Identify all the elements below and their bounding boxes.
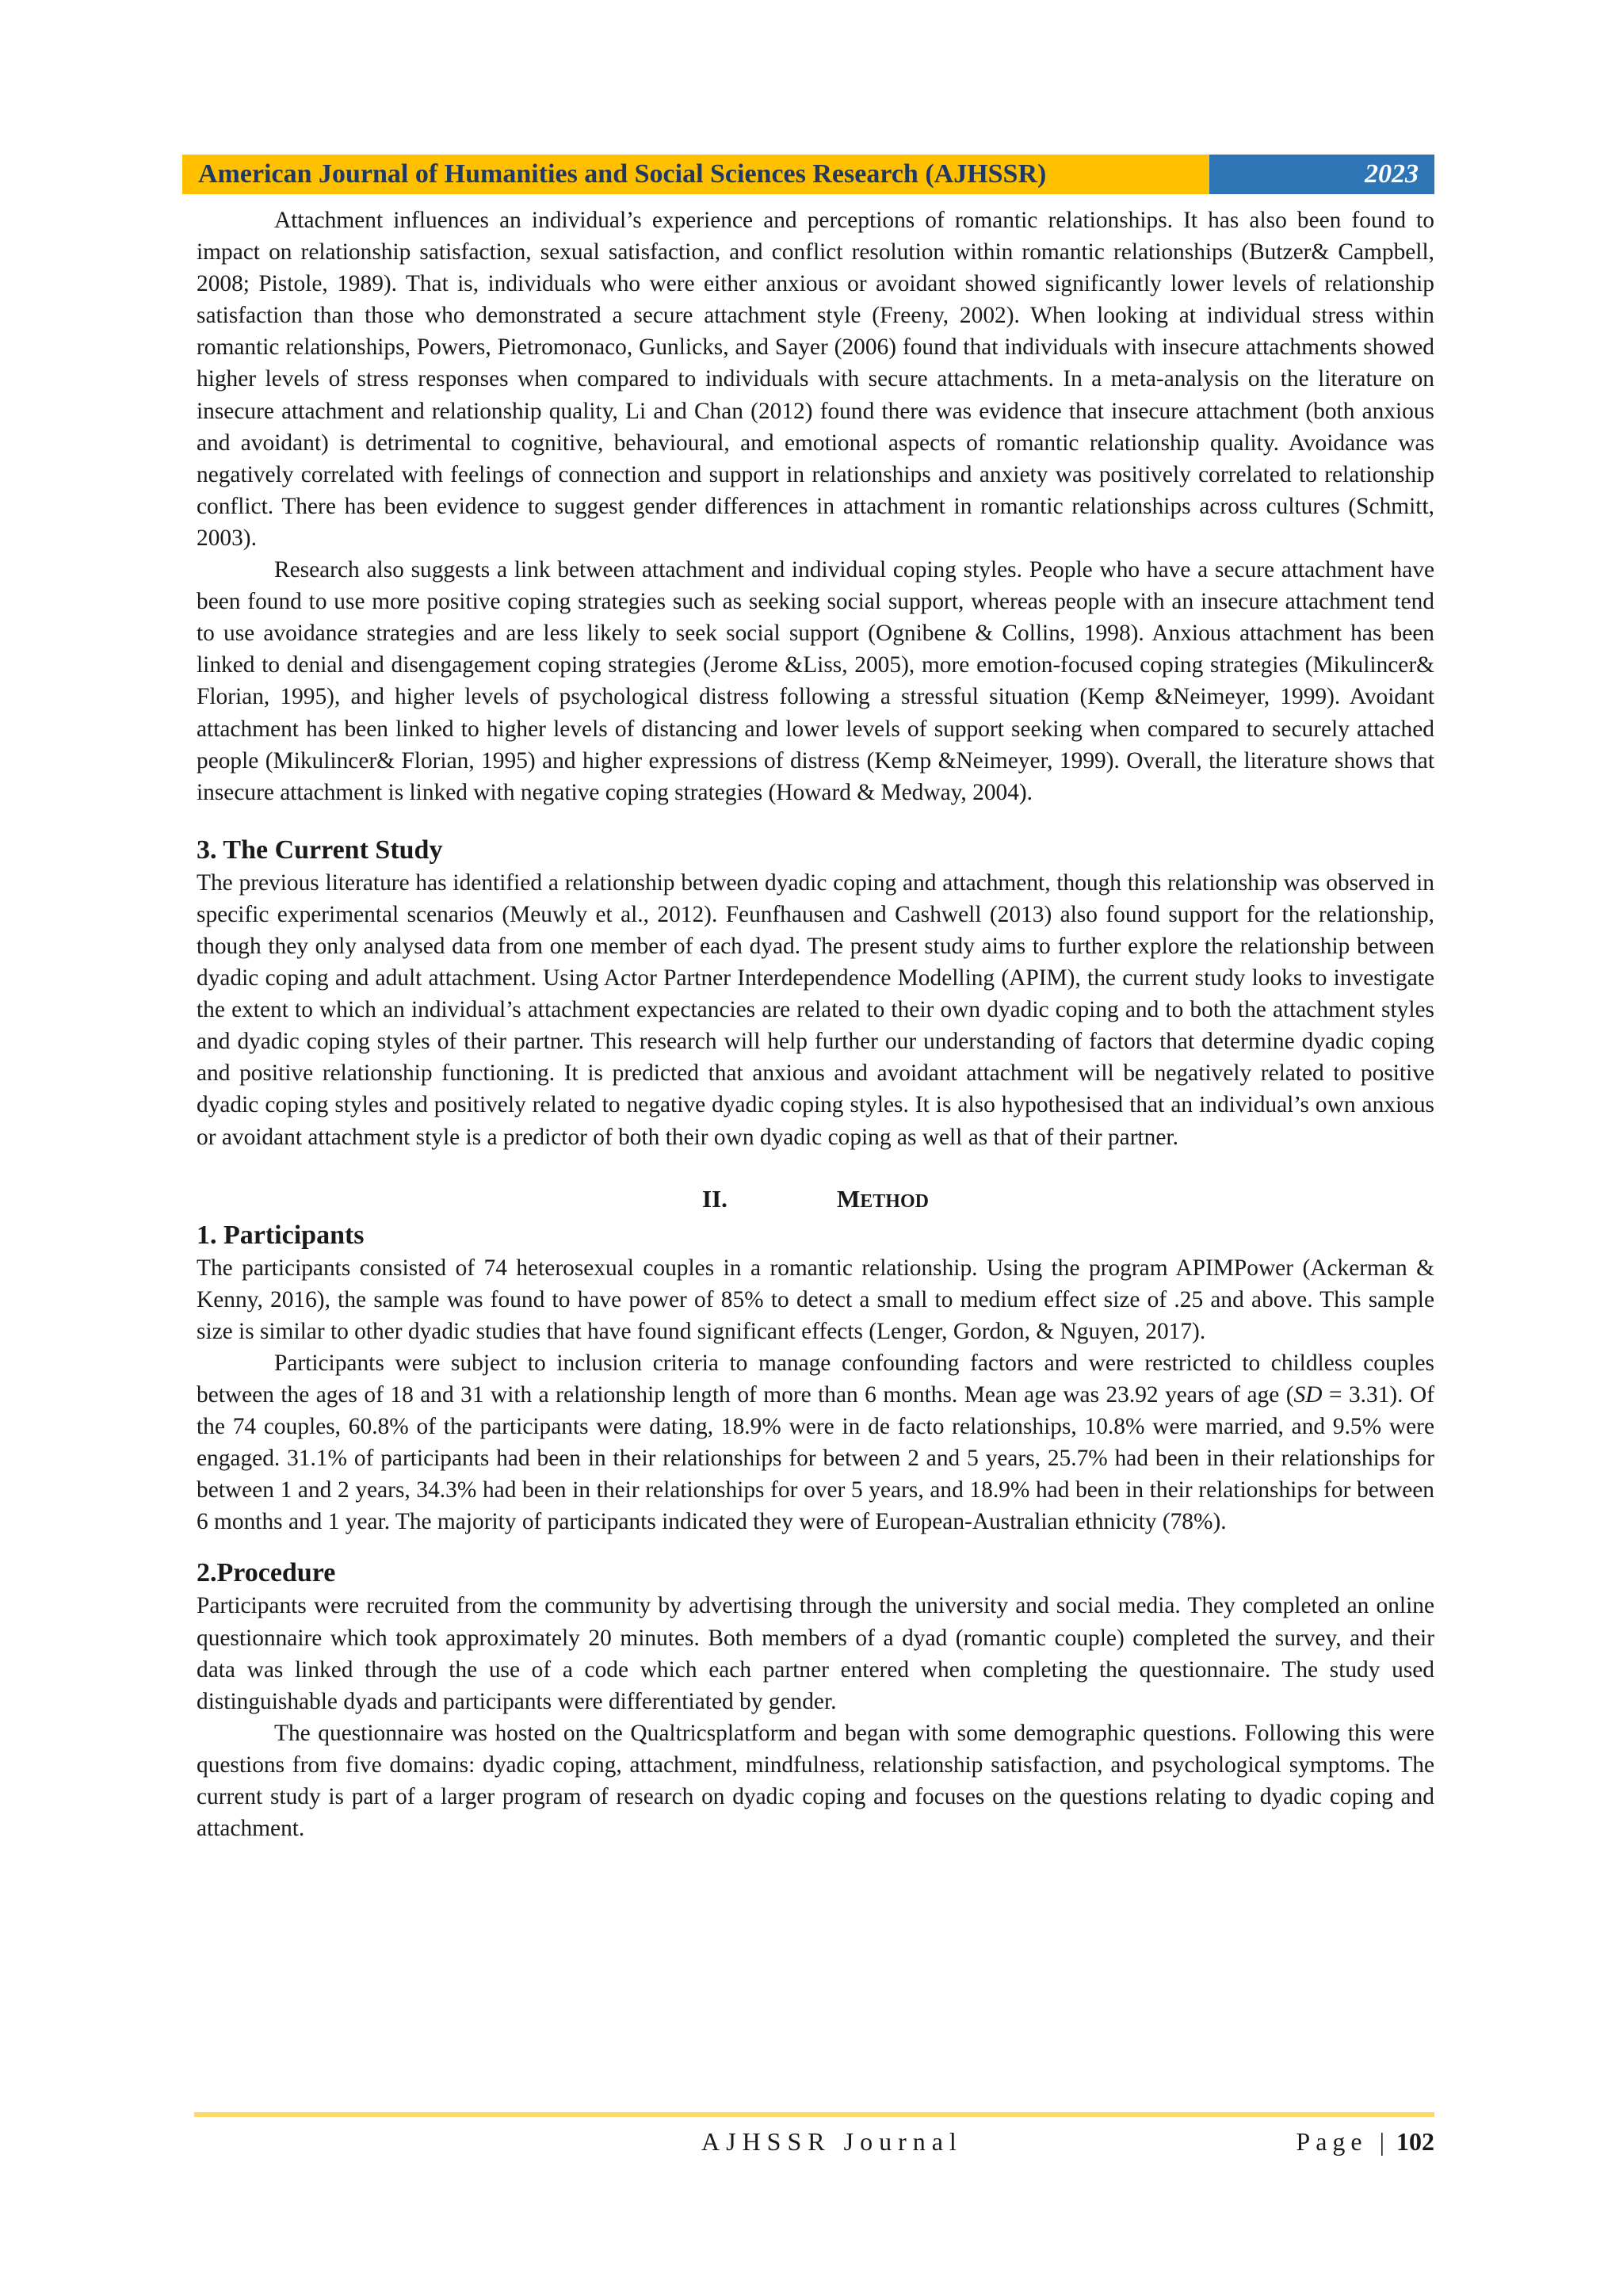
method-title-initial: M [837,1184,861,1213]
intro-paragraph-attachment: Attachment influences an individual’s experience and perceptions of romantic relationships. It has also been found to impact on relationship satisfaction, sexual satisfaction, and conflict resolution within romantic relationships (Butzer& Campbell, 2008; Pistole, 1989). That is, individuals who were either anxious or avoidant showed significantly lower levels of relationship satisfaction than those who demonstrated a secure attachment style (Freeny, 2002). When looking at individual stress within romantic relationships, Powers, Pietromonaco, Gunlicks, and Sayer (2006) found that individuals with insecure attachments showed higher levels of stress responses when compared to individuals with secure attachments. In a meta-analysis on the literature on insecure attachment and relationship quality, Li and Chan (2012) found there was evidence that insecure attachment (both anxious and avoidant) is detrimental to cognitive, behavioural, and emotional aspects of romantic relationship quality. Avoidance was negatively correlated with feelings of connection and support in relationships and anxiety was positively correlated to relationship conflict. There has been evidence to suggest gender differences in attachment in romantic relationships across cultures (Schmitt, 2003). [197,208,1434,551]
participants-paragraph-criteria [197,1347,1434,1538]
footer-page-number [1296,2124,1434,2159]
page-footer [194,2124,1434,2159]
section-heading-method [197,1182,1434,1219]
footer-rule [194,2112,1434,2117]
method-title-rest: ETHOD [860,1190,929,1212]
running-header [182,155,1434,194]
article-body [197,204,1434,1844]
header-year: 2023 [1209,155,1434,194]
sd-symbol: SD [1293,1382,1323,1408]
participants-paragraph-sample: The participants consisted of 74 heterosexual couples in a romantic relationship. Using the program APIMPower (Ackerman & Kenny, 2016), the sample was found to have power of 85% to detect a small to medium effect size of .25 and above. This sample size is similar to other dyadic studies that have found significant effects (Lenger, Gordon, & Nguyen, 2017). [197,1255,1434,1344]
criteria-text-before: Participants were subject to inclusion criteria to manage confounding factors and were restricted to childless couples between the ages of 18 and 31 with a relationship length of more than 6 months. Mean age was 23.92 years of age ( [197,1350,1434,1408]
page-number: 102 [1396,2127,1434,2156]
procedure-paragraph-recruitment: Participants were recruited from the community by advertising through the university and social media. They completed an online questionnaire which took approximately 20 minutes. Both members of a dyad (romantic couple) completed the survey, and their data was linked through the use of a code which each partner entered when completing the questionnaire. The study used distinguishable dyads and participants were differentiated by gender. [197,1593,1434,1714]
footer-journal-name: AJHSSR Journal [701,2127,963,2156]
subsection-heading-procedure: 2.Procedure [197,1558,336,1588]
criteria-text-after: = 3.31). Of the 74 couples, 60.8% of the participants were dating, 18.9% were in de facto relationships, 10.8% were married, and 9.5% were engaged. 31.1% of participants had been in their relationships for between 2 and 5 years, 25.7% had been in their relationships for between 1 and 2 years, 34.3% had been in their relationships for over 5 years, and 18.9% had been in their relationships for between 6 months and 1 year. The majority of participants indicated they were of European-Australian ethnicity (78%). [197,1382,1434,1535]
current-study-paragraph: The previous literature has identified a relationship between dyadic coping and attachment, though this relationship was observed in specific experimental scenarios (Meuwly et al., 2012). Feunfhausen and Cashwell (2013) also found support for the relationship, though they only analysed data from one member of each dyad. The present study aims to further explore the relationship between dyadic coping and adult attachment. Using Actor Partner Interdependence Modelling (APIM), the current study looks to investigate the extent to which an individual’s attachment expectancies are related to their own dyadic coping and to both the attachment styles and dyadic coping styles of their partner. This research will help further our understanding of factors that determine dyadic coping and positive relationship functioning. It is predicted that anxious and avoidant attachment will be negatively related to positive dyadic coping styles and positively related to negative dyadic coping styles. It is also hypothesised that an individual’s own anxious or avoidant attachment style is a predictor of both their own dyadic coping as well as that of their partner. [197,869,1434,1150]
procedure-paragraph-questionnaire: The questionnaire was hosted on the Qualtricsplatform and began with some demographic questions. Following this were questions from five domains: dyadic coping, attachment, mindfulness, relationship satisfaction, and psychological symptoms. The current study is part of a larger program of research on dyadic coping and focuses on the questions relating to dyadic coping and attachment. [197,1720,1434,1842]
section-heading-current-study: 3. The Current Study [197,835,443,865]
page-label: Page | [1296,2127,1390,2156]
subsection-heading-participants: 1. Participants [197,1220,365,1250]
journal-title: American Journal of Humanities and Social Sciences Research (AJHSSR) [182,155,1209,194]
intro-paragraph-coping: Research also suggests a link between attachment and individual coping styles. People who have a secure attachment have been found to use more positive coping strategies such as seeking social support, whereas people with an insecure attachment tend to use avoidance strategies and are less likely to seek social support (Ognibene & Collins, 1998). Anxious attachment has been linked to denial and disengagement coping strategies (Jerome &Liss, 2005), more emotion-focused coping strategies (Mikulincer& Florian, 1995), and higher levels of psychological distress following a stressful situation (Kemp &Neimeyer, 1999). Avoidant attachment has been linked to higher levels of distancing and lower levels of support seeking when compared to securely attached people (Mikulincer& Florian, 1995) and higher expressions of distress (Kemp &Neimeyer, 1999). Overall, the literature shows that insecure attachment is linked with negative coping strategies (Howard & Medway, 2004). [197,557,1434,805]
section-numeral: II. [702,1184,727,1213]
